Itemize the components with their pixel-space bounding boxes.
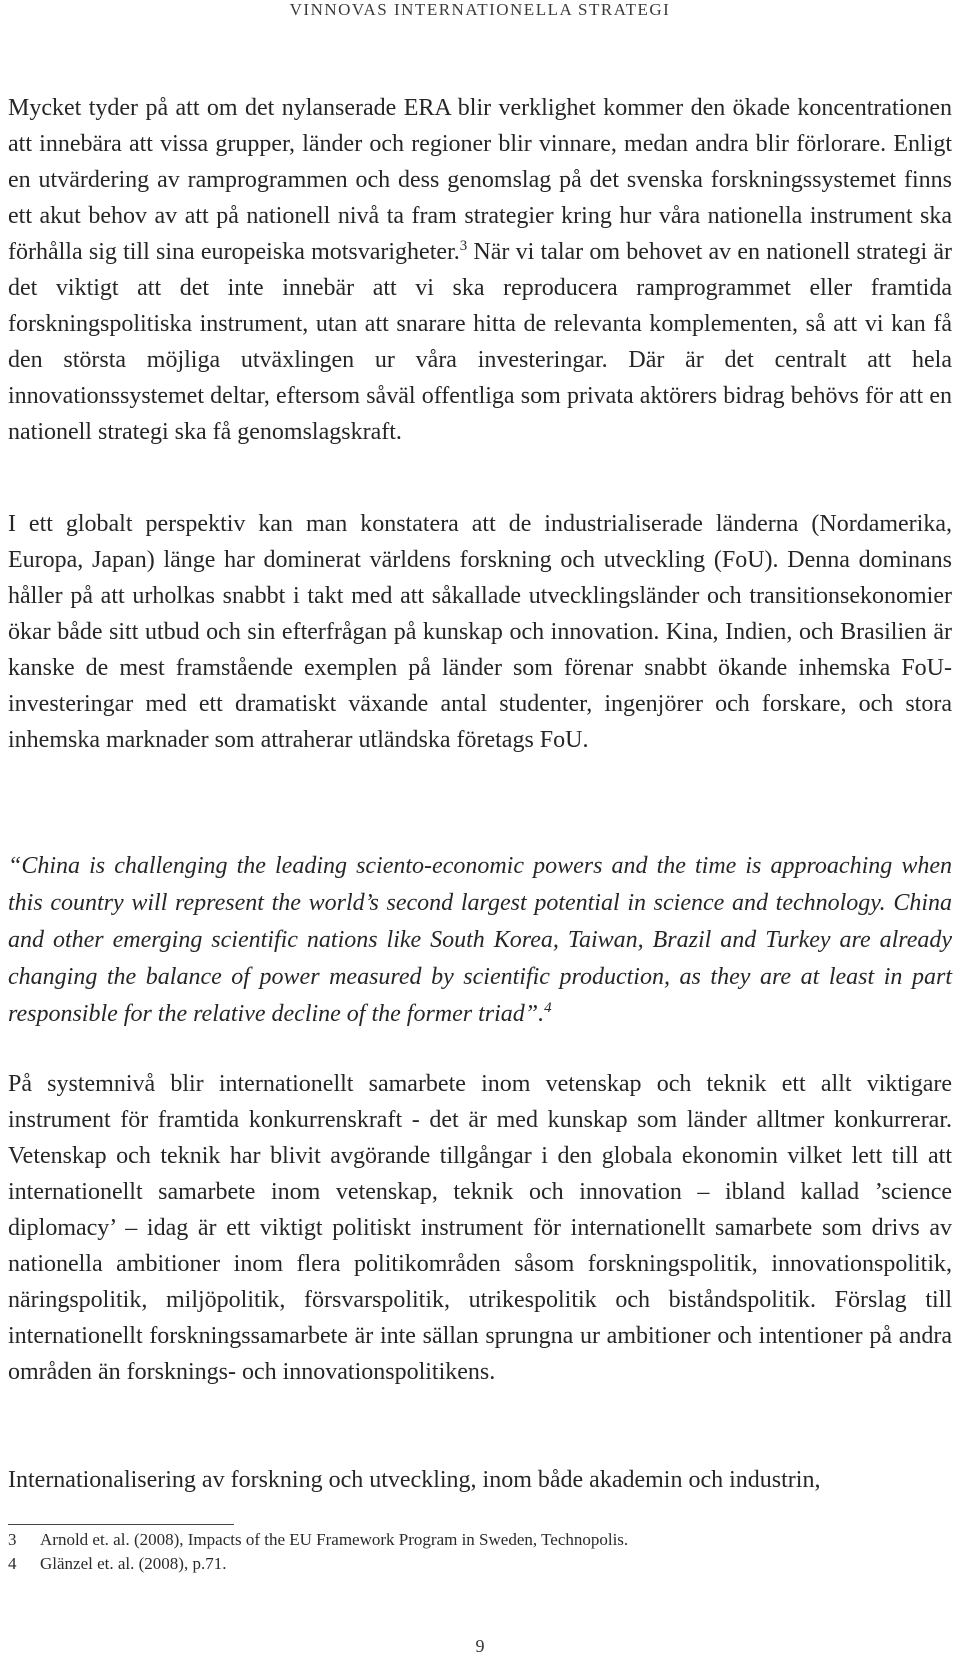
- footnotes: [8, 1528, 952, 1576]
- block-quote: [8, 848, 952, 1033]
- page-number: 9: [475, 1636, 485, 1656]
- paragraph-1-continuation: När vi talar om behovet av en nationell strategi är det viktigt att det inte innebär att vi ska reproducera ramprogrammet eller framtida forskningspolitiska instrument, utan att snarare hitta de relevanta komplementen, så att vi kan få den största möjliga utväxlingen ur våra investeringar. Där är det centralt att hela innovationssystemet deltar, eftersom såväl offentliga som privata aktörers bidrag behövs för att en nationell strategi ska få genomslagskraft.: [8, 239, 952, 445]
- footnote-ref-3: 3: [459, 238, 468, 254]
- footnote-divider: [8, 1524, 234, 1525]
- paragraph-2: I ett globalt perspektiv kan man konstatera att de industrialiserade länderna (Nordamerika, Europa, Japan) länge har dominerat världens forskning och utveckling (FoU). Denna dominans håller på att urholkas snabbt i takt med att såkallade utvecklingsländer och transitionsekonomier ökar både sitt utbud och sin efterfrågan på kunskap och innovation. Kina, Indien, och Brasilien är kanske de mest framstående exemplen på länder som förenar snabbt ökande inhemska FoU-investeringar med ett dramatiskt växande antal studenter, ingenjörer och forskare, och stora inhemska marknader som attraherar utländska företags FoU.: [8, 511, 952, 753]
- paragraph-1-text: Mycket tyder på att om det nylanserade ERA blir verklighet kommer den ökade koncentrationen att innebära att vissa grupper, länder och regioner blir vinnare, medan andra blir förlorare. Enligt en utvärdering av ramprogrammen och dess genomslag på det svenska forskningssystemet finns ett akut behov av att på nationell nivå ta fram strategier kring hur våra nationella instrument ska förhålla sig till sina europeiska motsvarigheter.: [8, 95, 952, 265]
- footnote-number: 4: [8, 1554, 17, 1573]
- quote-text: “China is challenging the leading sciento-economic powers and the time is approaching when this country will represent the world’s second largest potential in science and technology. China and other emerging scientific nations like South Korea, Taiwan, Brazil and Turkey are already changing the balance of power measured by scientific production, as they are at least in part responsible for the relative decline of the former triad”.: [8, 853, 952, 1027]
- paragraph-1: [8, 90, 952, 450]
- paragraph-4: Internationalisering av forskning och utveckling, inom både akademin och industrin,: [8, 1467, 821, 1493]
- footnote-4: [8, 1552, 952, 1576]
- running-header: VINNOVAS INTERNATIONELLA STRATEGI: [289, 0, 671, 19]
- footnote-text: Glänzel et. al. (2008), p.71.: [40, 1554, 227, 1573]
- footnote-text: Arnold et. al. (2008), Impacts of the EU Framework Program in Sweden, Technopolis.: [40, 1530, 629, 1549]
- footnote-number: 3: [8, 1530, 17, 1549]
- footnote-ref-4: 4: [544, 1000, 552, 1016]
- paragraph-3: På systemnivå blir internationellt samarbete inom vetenskap och teknik ett allt viktigare instrument för framtida konkurrenskraft - det är med kunskap som länder alltmer konkurrerar. Vetenskap och teknik har blivit avgörande tillgångar i den globala ekonomin vilket lett till att internationellt samarbete inom vetenskap, teknik och innovation – ibland kallad ’science diplomacy’ – idag är ett viktigt politiskt instrument för internationellt samarbete som drivs av nationella ambitioner inom flera politikområden såsom forskningspolitik, innovationspolitik, näringspolitik, miljöpolitik, försvarspolitik, utrikespolitik och biståndspolitik. Förslag till internationellt forskningssamarbete är inte sällan sprungna ur ambitioner och intentioner på andra områden än forsknings- och innovationspolitikens.: [8, 1071, 952, 1385]
- footnote-3: [8, 1528, 952, 1552]
